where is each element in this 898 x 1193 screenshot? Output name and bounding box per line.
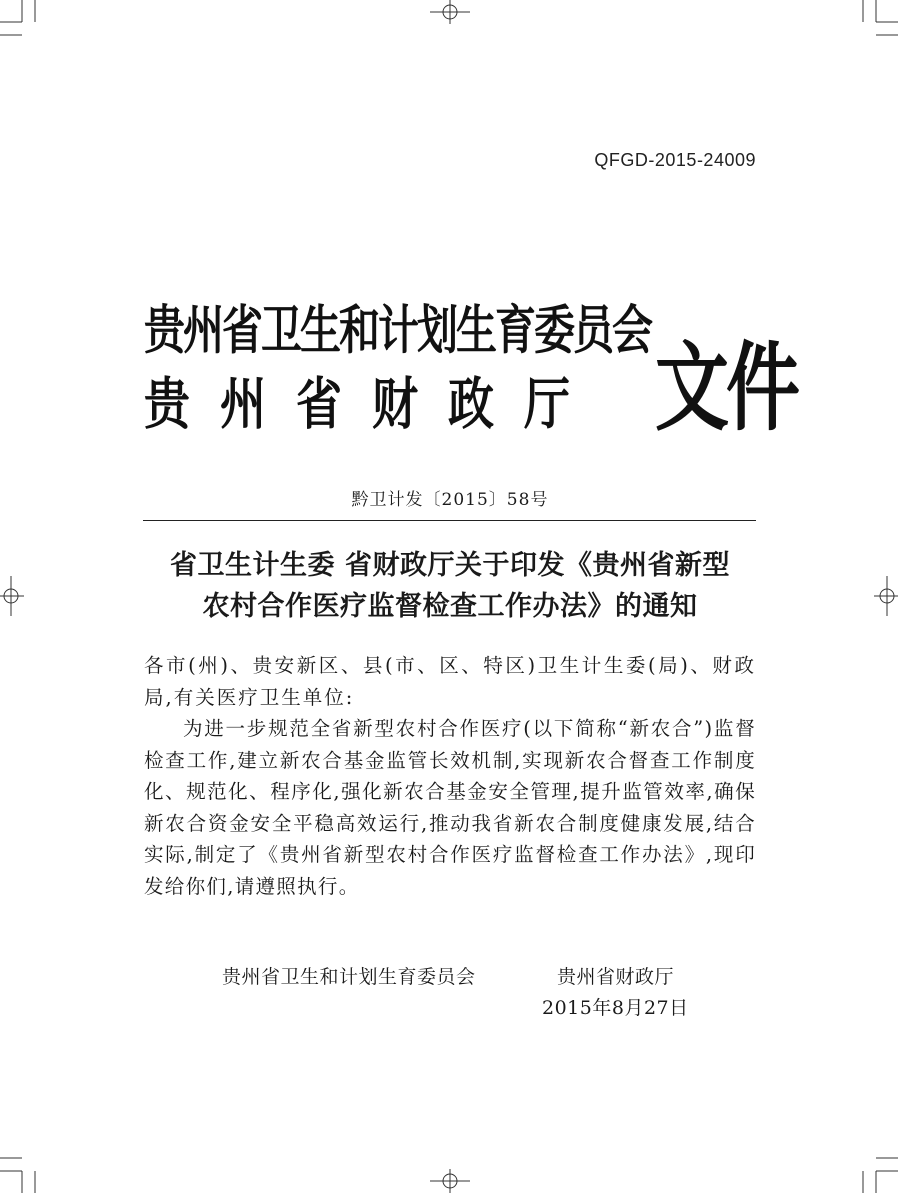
- document-number: 黔卫计发〔2015〕58号: [351, 490, 549, 510]
- issuer-name-finance-department: 贵州省财政厅: [144, 370, 600, 437]
- document-word: 文件: [655, 332, 797, 445]
- signature-org-finance-department: 贵州省财政厅: [557, 966, 675, 988]
- signature-date: 2015年8月27日: [542, 997, 689, 1019]
- registration-mark-left: [0, 576, 24, 616]
- document-code: QFGD-2015-24009: [594, 150, 756, 170]
- salutation: 各市(州)、贵安新区、县(市、区、特区)卫生计生委(局)、财政局,有关医疗卫生单位:: [144, 654, 756, 709]
- registration-mark-bottom: [430, 1169, 470, 1193]
- registration-mark-right: [874, 576, 898, 616]
- registration-mark-top: [430, 0, 470, 24]
- document-title-line-1: 省卫生计生委 省财政厅关于印发《贵州省新型: [170, 550, 730, 581]
- header-divider: [143, 520, 756, 521]
- signature-org-health-commission: 贵州省卫生和计划生育委员会: [222, 966, 476, 988]
- issuer-name-health-commission: 贵州省卫生和计划生育委员会: [144, 299, 651, 361]
- body-paragraph: 为进一步规范全省新型农村合作医疗(以下简称“新农合”)监督检查工作,建立新农合基金监管长效机制,实现新农合督查工作制度化、规范化、程序化,强化新农合基金安全管理,提升监管效率,确保新农合资金安全平稳高效运行,推动我省新农合制度健康发展,结合实际,制定了《贵州省新型农村合作医疗监督检查工作办法》,现印发给你们,请遵照执行。: [144, 717, 756, 898]
- document-title-line-2: 农村合作医疗监督检查工作办法》的通知: [202, 591, 698, 622]
